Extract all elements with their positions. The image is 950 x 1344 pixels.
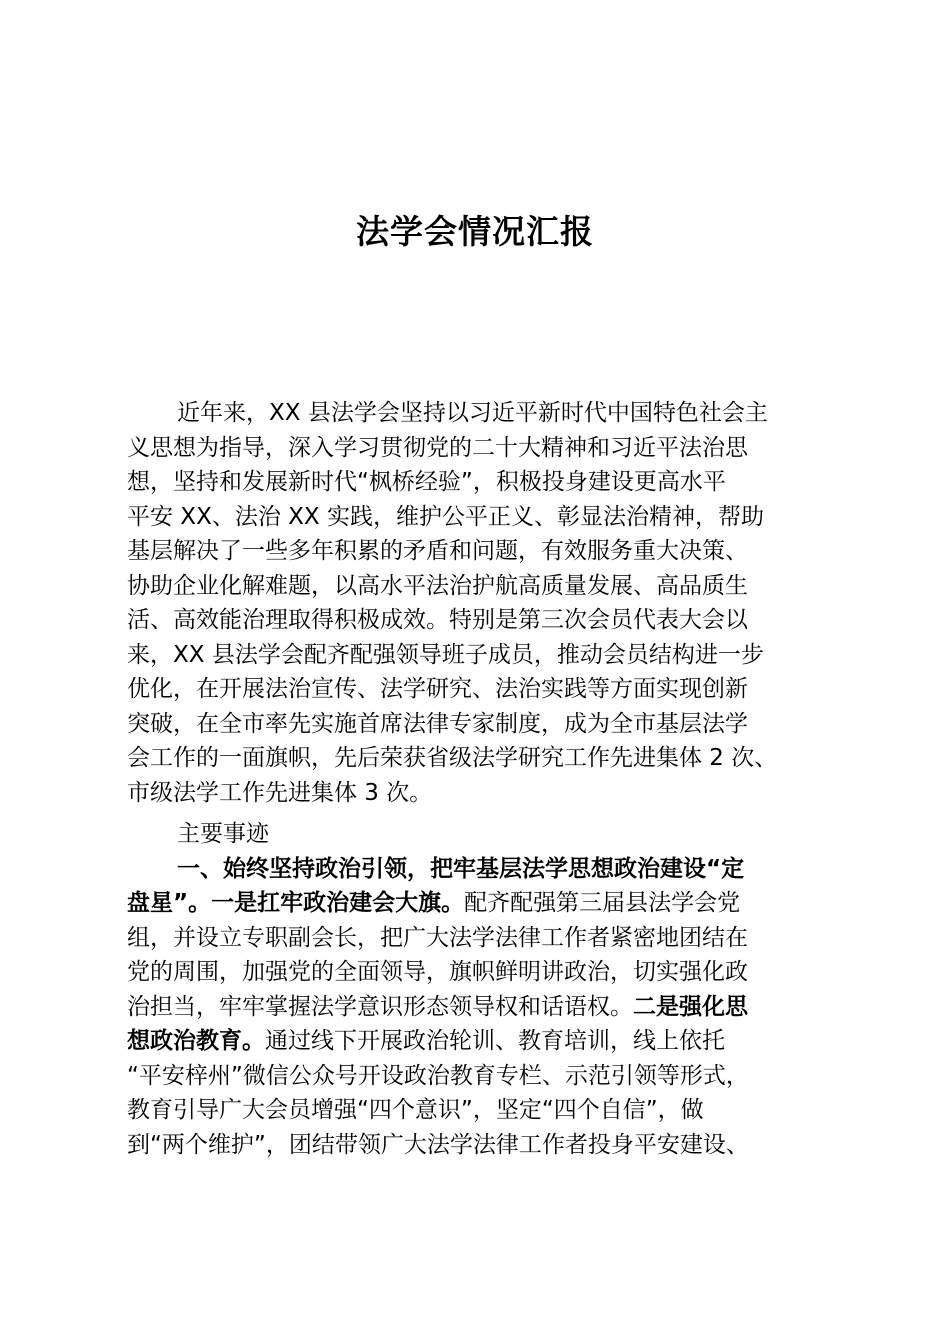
section1-line: 组，并设立专职副会长，把广大法学法律工作者紧密地团结在 — [127, 924, 748, 951]
subpoint-2-title-end: 想政治教育。 — [127, 1028, 265, 1054]
section1-line: 教育引导广大会员增强“四个意识”，坚定“四个自信”，做 — [127, 1097, 704, 1123]
section1-text: 通过线下开展政治轮训、教育培训，线上依托 — [265, 1028, 725, 1054]
intro-line: 来，XX 县法学会配齐配强领导班子成员，推动会员结构进一步 — [127, 641, 764, 668]
intro-line: 突破，在全市率先实施首席法律专家制度，成为全市基层法学 — [127, 710, 748, 737]
section1-line — [127, 990, 827, 1025]
section1-heading-end: 盘星”。 — [127, 890, 212, 916]
intro-line: 平安 XX、法治 XX 实践，维护公平正义、彰显法治精神，帮助 — [127, 503, 764, 530]
intro-line: 活、高效能治理取得积极成效。特别是第三次会员代表大会以 — [127, 607, 748, 633]
section1-heading-line: 一、始终坚持政治引领，把牢基层法学思想政治建设“定 — [177, 855, 745, 882]
section1-text: 治担当，牢牢掌握法学意识形态领导权和话语权。 — [127, 993, 633, 1020]
intro-line: 基层解决了一些多年积累的矛盾和问题，有效服务重大决策、 — [127, 538, 748, 564]
intro-paragraph — [127, 396, 827, 810]
section1-line — [127, 886, 827, 921]
intro-line: 义思想为指导，深入学习贯彻党的二十大精神和习近平法治思 — [127, 434, 748, 461]
subpoint-1-title: 一是扛牢政治建会大旗。 — [211, 890, 465, 916]
intro-line: 优化，在开展法治宣传、法学研究、法治实践等方面实现创新 — [127, 676, 748, 702]
section1-text: 配齐配强第三届县法学会党 — [464, 890, 741, 916]
intro-line: 市级法学工作先进集体 3 次。 — [127, 779, 433, 806]
section-main-deeds — [127, 817, 827, 1162]
subpoint-2-title-start: 二是强化思 — [633, 993, 748, 1020]
section1-line: 到“两个维护”，团结带领广大法学法律工作者投身平安建设、 — [127, 1131, 749, 1158]
intro-line: 会工作的一面旗帜，先后荣获省级法学研究工作先进集体 2 次、 — [127, 745, 778, 771]
section-heading: 主要事迹 — [177, 821, 269, 847]
intro-line: 协助企业化解难题，以高水平法治护航高质量发展、高品质生 — [127, 572, 748, 599]
intro-line: 想，坚持和发展新时代“枫桥经验”，积极投身建设更高水平 — [127, 469, 726, 495]
section1-line: 党的周围，加强党的全面领导，旗帜鲜明讲政治，切实强化政 — [127, 959, 748, 985]
section1-line: “平安梓州”微信公众号开设政治教育专栏、示范引领等形式， — [127, 1062, 749, 1089]
document-title: 法学会情况汇报 — [356, 212, 594, 251]
intro-line: 近年来，XX 县法学会坚持以习近平新时代中国特色社会主 — [177, 400, 768, 426]
section1-line — [127, 1024, 827, 1059]
